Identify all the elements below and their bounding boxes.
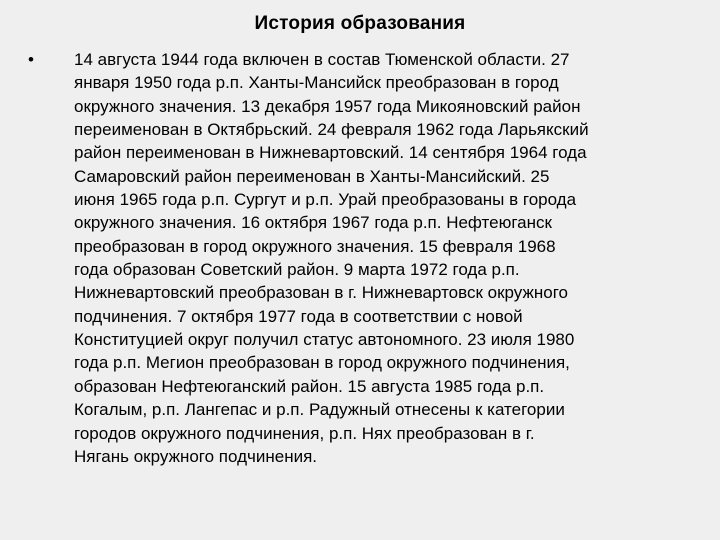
text-line: окружного значения. 16 октября 1967 года р.п. Нефтеюганск <box>74 213 552 233</box>
bullet-icon: • <box>28 50 34 69</box>
text-line: образован Нефтеюганский район. 15 августа 1985 года р.п. <box>74 376 545 396</box>
text-line: Когалым, р.п. Лангепас и р.п. Радужный отнесены к категории <box>74 400 565 420</box>
bullet-list-item <box>26 48 696 468</box>
text-line: июня 1965 года р.п. Сургут и р.п. Урай преобразованы в города <box>74 190 577 210</box>
text-line: года р.п. Мегион преобразован в город окружного подчинения, <box>74 353 570 373</box>
text-line: окружного значения. 13 декабря 1957 года Микояновский район <box>74 96 581 116</box>
text-line: Конституцией округ получил статус автономного. 23 июля 1980 <box>74 330 575 350</box>
text-line: Самаровский район переименован в Ханты-Мансийский. 25 <box>74 166 550 186</box>
bullet-text <box>74 48 688 468</box>
text-line: городов окружного подчинения, р.п. Нях преобразован в г. <box>74 423 535 443</box>
text-line: подчинения. 7 октября 1977 года в соответствии с новой <box>74 306 523 326</box>
text-line: район переименован в Нижневартовский. 14 сентября 1964 года <box>74 143 587 163</box>
text-line: переименован в Октябрьский. 24 февраля 1962 года Ларьякский <box>74 120 589 140</box>
text-line: 14 августа 1944 года включен в состав Тюменской области. 27 <box>74 50 570 69</box>
text-line: преобразован в город окружного значения. 15 февраля 1968 <box>74 236 556 256</box>
text-line: Нягань окружного подчинения. <box>74 446 318 466</box>
text-line: года образован Советский район. 9 марта 1972 года р.п. <box>74 260 520 280</box>
slide-content <box>26 48 696 468</box>
text-line: Нижневартовский преобразован в г. Нижневартовск окружного <box>74 283 568 303</box>
text-line: января 1950 года р.п. Ханты-Мансийск преобразован в город <box>74 73 559 93</box>
slide-title: История образования <box>254 13 466 34</box>
